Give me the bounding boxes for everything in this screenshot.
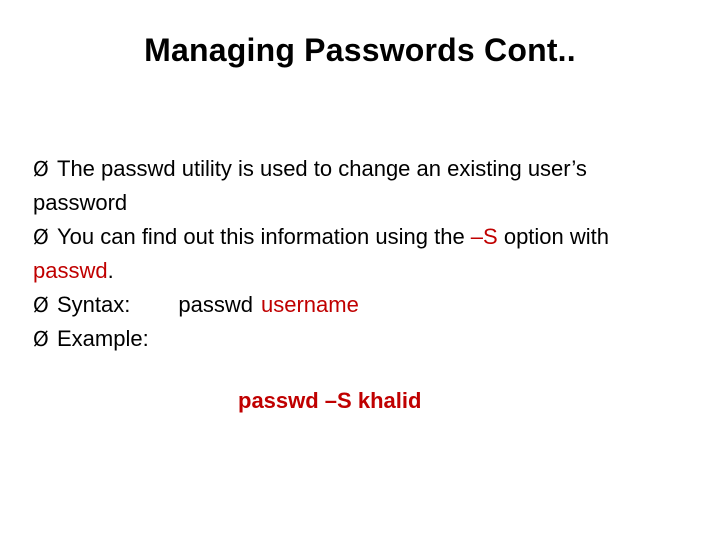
bullet-arrow-icon: Ø	[33, 327, 49, 351]
example-command: passwd –S khalid	[238, 388, 422, 413]
bullet-list	[33, 152, 673, 356]
bullet-arrow-icon: Ø	[33, 293, 49, 317]
command-name: passwd	[33, 258, 108, 283]
slide-title: Managing Passwords Cont..	[144, 32, 576, 68]
bullet-item-syntax	[33, 288, 673, 322]
bullet-arrow-icon: Ø	[33, 157, 49, 181]
example-label: Example:	[57, 326, 149, 351]
syntax-command: passwd	[178, 292, 253, 317]
bullet-text: .	[107, 258, 114, 283]
syntax-label: Syntax:	[57, 292, 131, 317]
option-flag: –S	[470, 224, 498, 249]
bullet-item-passwd-utility	[33, 152, 673, 220]
bullet-text: option with	[497, 224, 610, 249]
bullet-text: You can find out this information using the	[57, 224, 471, 249]
syntax-argument: username	[260, 292, 359, 317]
bullet-arrow-icon: Ø	[33, 225, 49, 249]
bullet-text: The passwd utility is used to change an existing user’s password	[33, 156, 587, 215]
bullet-item-find-out	[33, 220, 673, 288]
bullet-item-example	[33, 322, 673, 356]
